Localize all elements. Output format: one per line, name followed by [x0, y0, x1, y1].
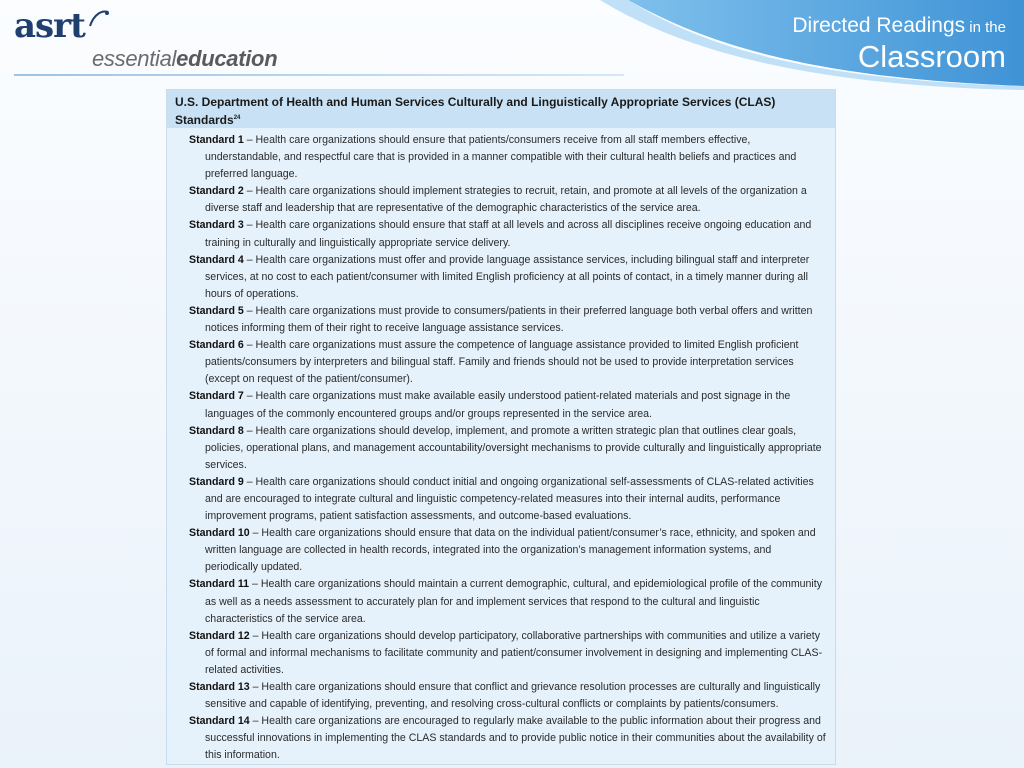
standard-separator: – [243, 475, 256, 488]
standard-separator: – [249, 681, 262, 693]
logo-tagline-bold: education [176, 46, 278, 71]
standard-label: Standard 3 [189, 219, 244, 232]
logo-wordmark: asrt [14, 6, 85, 46]
standard-item [189, 252, 827, 303]
logo-tagline-light: essential [92, 46, 177, 71]
standard-item [189, 303, 827, 337]
standard-item [189, 183, 827, 217]
standard-label: Standard 4 [189, 253, 244, 266]
standard-text: Health care organizations must offer and provide language assistance services, including bilingual staff and interpreter services, at no cost to each patient/consumer with limited English proficiency at all points of contact, in a timely manner during all hours of operations. [205, 253, 810, 300]
logo-swoosh-icon [88, 8, 110, 30]
standard-text: Health care organizations must make available easily understood patient-related materials and post signage in the languages of the commonly encountered groups and/or groups represented in the service area. [205, 390, 791, 420]
standard-separator: – [249, 629, 262, 642]
standard-text: Health care organizations should conduct initial and ongoing organizational self-assessments of CLAS-related activities and are encouraged to integrate cultural and linguistic competency-related measures into their internal audits, performance improvement programs, patient satisfaction assessments, and outcome-based evaluations. [205, 475, 814, 523]
standard-separator: – [249, 527, 262, 540]
standard-text: Health care organizations should ensure that data on the individual patient/consumer’s race, ethnicity, and spoken and written language are collected in health records, integrated into the organization’s management information systems, and periodically updated. [205, 527, 816, 574]
standard-label: Standard 9 [189, 475, 244, 488]
clas-standards-panel [166, 89, 836, 765]
asrt-logo [14, 6, 278, 71]
standard-text: Health care organizations are encouraged to regularly make available to the public information about their progress and successful innovations in implementing the CLAS standards and to provide public notice in their communities about the availability of this information. [205, 715, 826, 762]
logo-tagline [92, 46, 277, 72]
classroom-text: Classroom [857, 39, 1006, 74]
standard-label: Standard 6 [189, 339, 244, 352]
standard-label: Standard 12 [189, 629, 250, 642]
standard-separator: – [249, 715, 262, 728]
standard-label: Standard 5 [189, 304, 244, 317]
standard-separator: – [243, 253, 256, 266]
directed-readings-text: Directed Readings [792, 14, 966, 37]
standard-item [189, 132, 827, 183]
standard-label: Standard 2 [189, 185, 244, 198]
standard-item [189, 525, 827, 576]
standard-item [189, 337, 827, 388]
standard-text: Health care organizations should ensure that patients/consumers receive from all staff members effective, understandable, and respectful care that is provided in a manner compatible with their cultural health beliefs and practices and preferred language. [205, 134, 797, 181]
standard-separator: – [243, 424, 256, 437]
panel-title [167, 90, 835, 128]
standard-label: Standard 14 [189, 715, 250, 728]
standard-item [189, 388, 827, 422]
directed-readings-title [792, 14, 1006, 74]
standard-text: Health care organizations should implement strategies to recruit, retain, and promote at all levels of the organization a diverse staff and leadership that are representative of the demographic characteristics of the service area. [205, 185, 807, 215]
standard-label: Standard 11 [189, 578, 250, 591]
standard-item [189, 423, 827, 474]
standard-item [189, 713, 827, 764]
standard-label: Standard 13 [189, 681, 250, 693]
standard-label: Standard 7 [189, 390, 244, 403]
standard-separator: – [243, 134, 256, 146]
standard-separator: – [243, 219, 256, 232]
standard-separator: – [243, 390, 256, 403]
slide-header [0, 0, 1024, 90]
standard-separator: – [249, 578, 261, 591]
standard-item [189, 679, 827, 713]
standard-item [189, 217, 827, 251]
in-the-text: in the [965, 19, 1006, 36]
standard-item [189, 474, 827, 525]
standard-text: Health care organizations should develop, implement, and promote a written strategic plan that outlines clear goals, policies, operational plans, and management accountability/oversight mechanisms to provide culturally and linguistically appropriate services. [205, 424, 822, 471]
standard-text: Health care organizations should ensure that conflict and grievance resolution processes are culturally and linguistically sensitive and capable of identifying, preventing, and resolving cross-cultural conflicts or complaints by patients/consumers. [205, 681, 821, 711]
standard-separator: – [243, 304, 256, 317]
standard-item [189, 576, 827, 627]
standard-text: Health care organizations should develop participatory, collaborative partnerships with communities and utilize a variety of formal and informal mechanisms to facilitate community and patient/consumer involvement in designing and implementing CLAS-related activities. [205, 629, 823, 676]
standard-text: Health care organizations should maintain a current demographic, cultural, and epidemiological profile of the community as well as a needs assessment to accurately plan for and implement services that respond to the cultural and linguistic characteristics of the service area. [205, 578, 823, 625]
standard-label: Standard 1 [189, 134, 244, 146]
standard-separator: – [243, 185, 256, 198]
standard-label: Standard 10 [189, 527, 250, 540]
standards-list [167, 128, 835, 764]
standard-label: Standard 8 [189, 424, 244, 437]
standard-text: Health care organizations should ensure that staff at all levels and across all disciplines receive ongoing education and training in culturally and linguistically appropriate service delivery. [205, 219, 812, 249]
standard-item [189, 628, 827, 679]
header-divider [14, 74, 624, 76]
panel-title-text: U.S. Department of Health and Human Services Culturally and Linguistically Appropriate Services (CLAS) Standards [175, 95, 776, 127]
footnote-ref: 24 [233, 115, 241, 121]
standard-separator: – [243, 339, 256, 352]
standard-text: Health care organizations must assure the competence of language assistance provided to limited English proficient patients/consumers by interpreters and bilingual staff. Family and friends should not be used to provide interpretation services (except on request of the patient/consumer). [205, 339, 799, 386]
standard-text: Health care organizations must provide to consumers/patients in their preferred language both verbal offers and written notices informing them of their right to receive language assistance services. [205, 304, 813, 335]
